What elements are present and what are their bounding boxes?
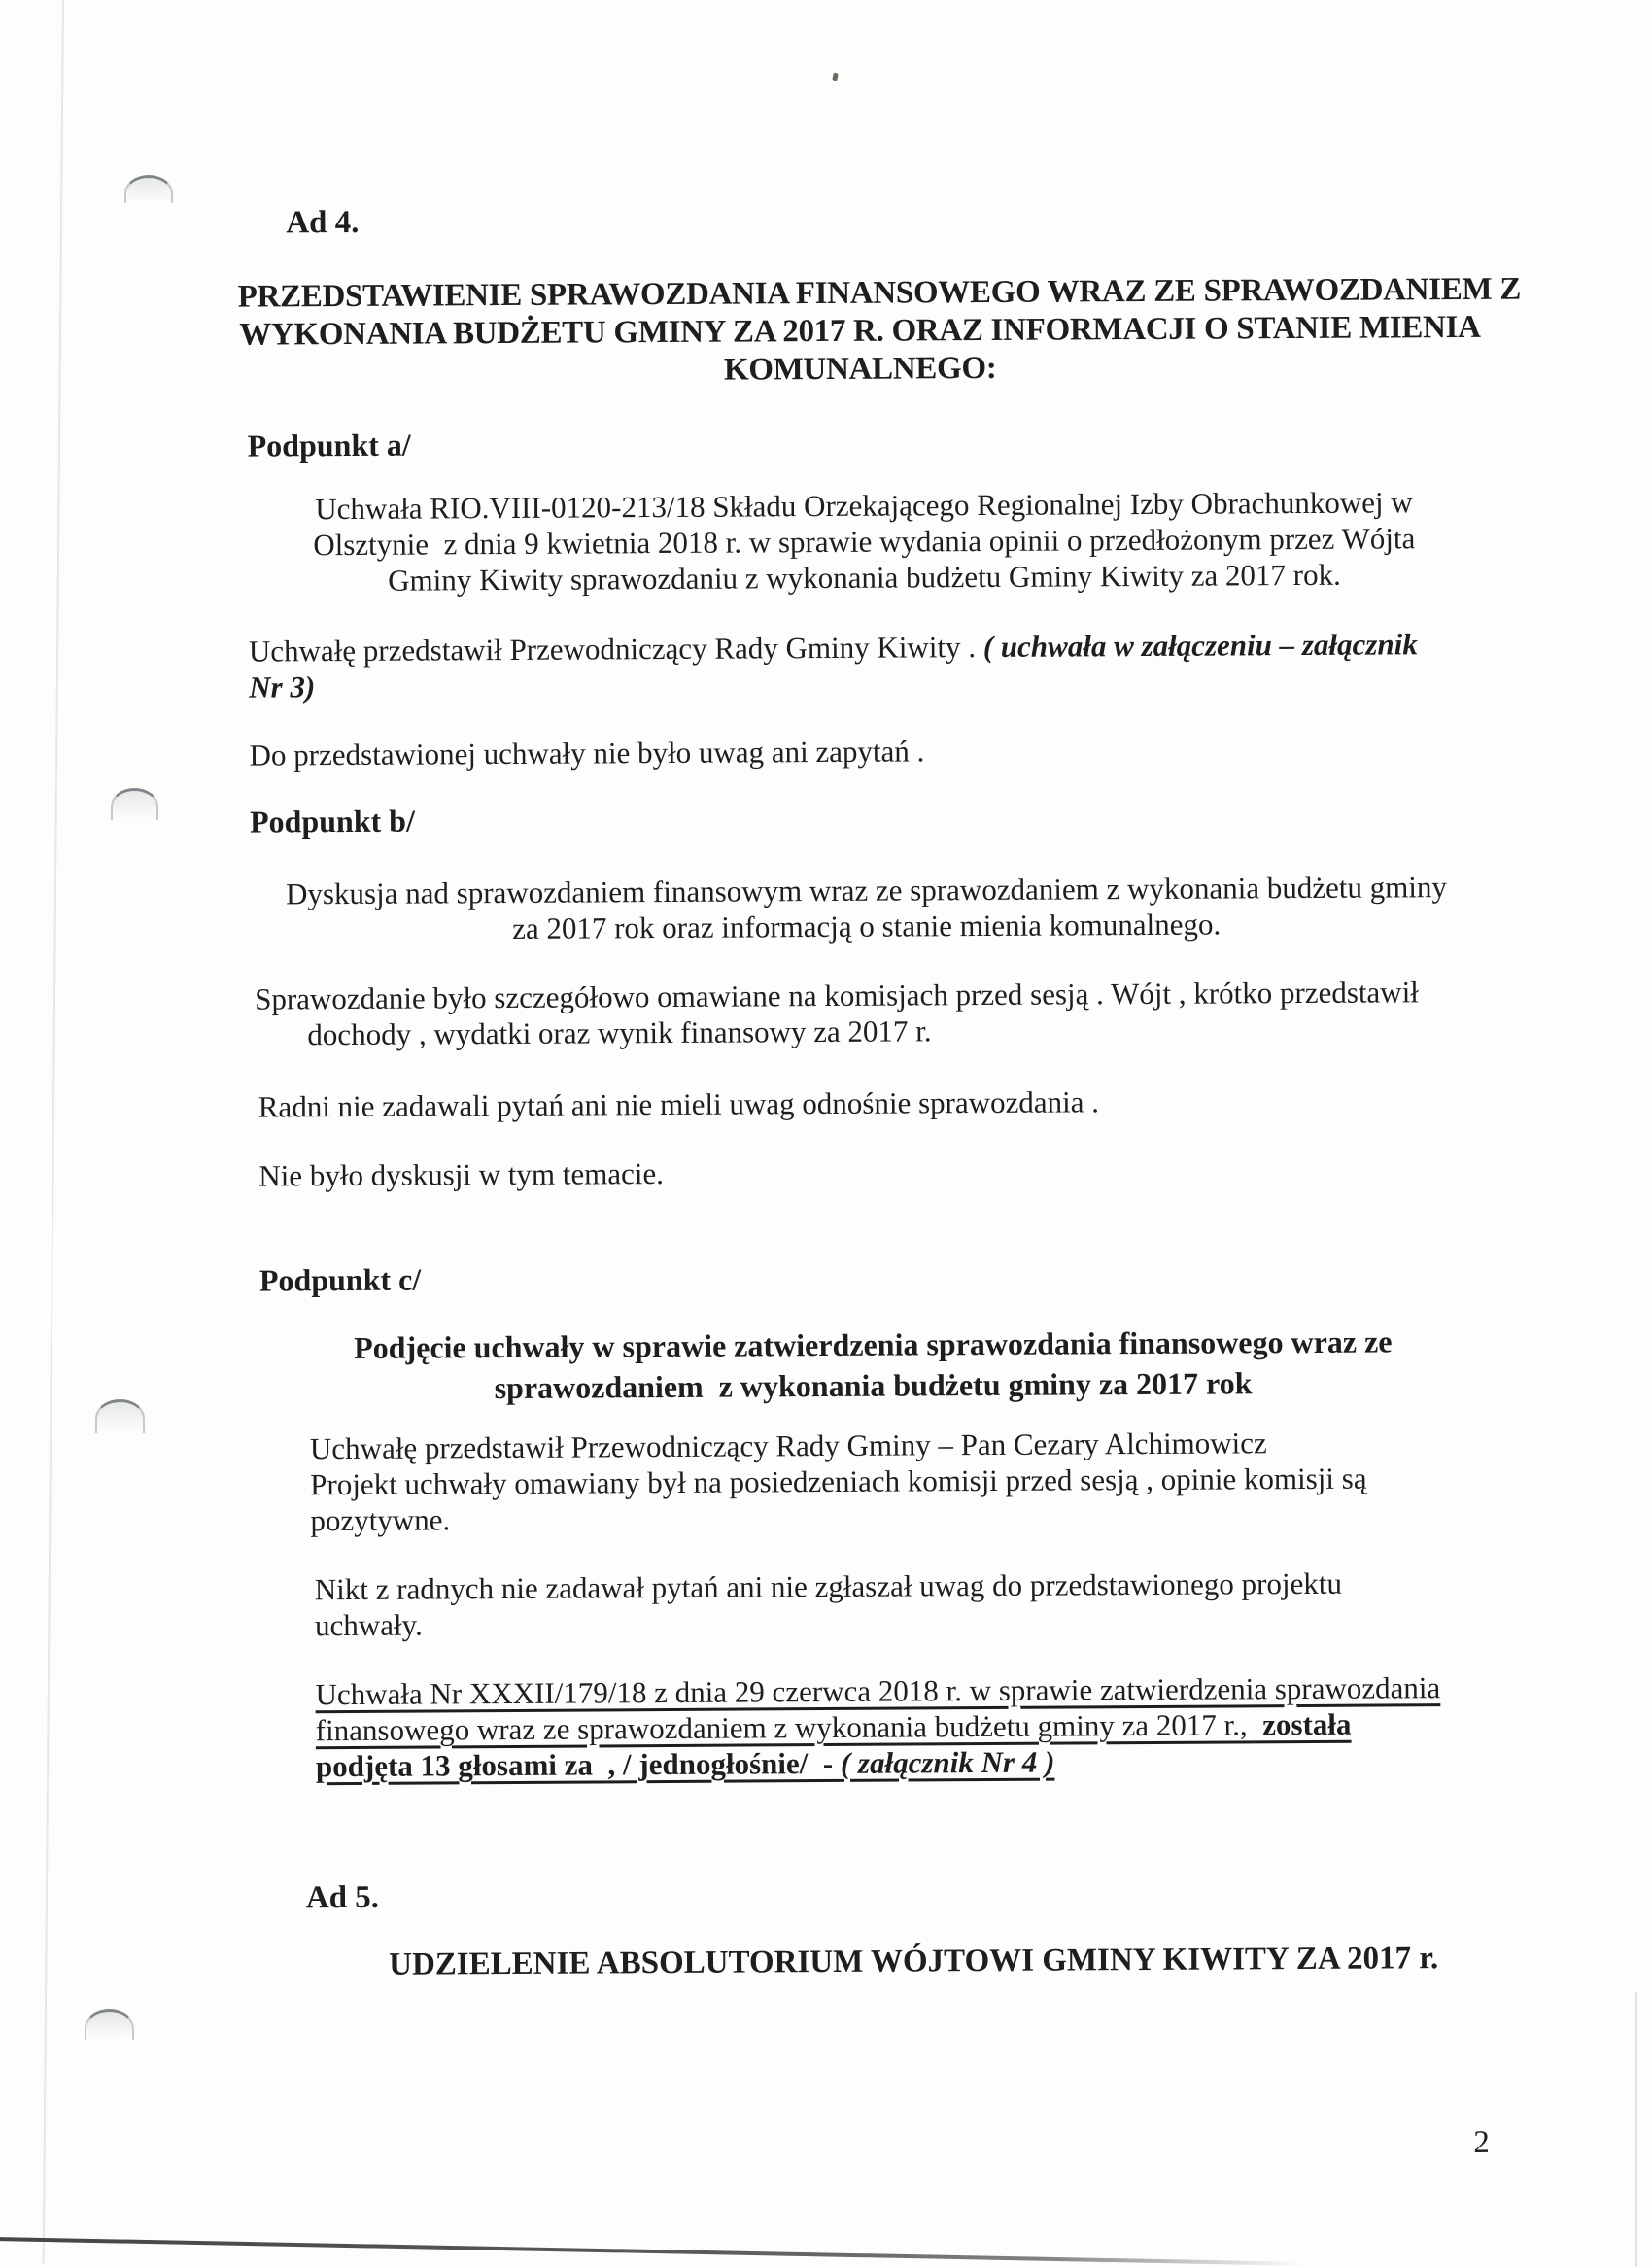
adoption-title-line: sprawozdaniem z wykonania budżetu gminy za 2017 rok	[494, 1365, 1253, 1406]
attachment-note-text: ( uchwała w załączeniu – załącznik	[982, 627, 1418, 665]
adoption-title-line: Podjęcie uchwały w sprawie zatwierdzenia sprawozdania finansowego wraz ze	[354, 1323, 1393, 1365]
rio-resolution-line: Uchwała RIO.VIII-0120-213/18 Składu Orzekającego Regionalnej Izby Obrachunkowej w	[315, 485, 1413, 527]
discussion-paragraph	[254, 869, 1478, 948]
resolution-presented-line	[249, 626, 1418, 669]
section-ad4-label: Ad 4.	[286, 204, 360, 241]
rio-resolution-line: Gminy Kiwity sprawozdaniu z wykonania budżetu Gminy Kiwity za 2017 rok.	[388, 557, 1341, 598]
adopted-resolution-line	[316, 1741, 1441, 1784]
main-title-line: PRZEDSTAWIENIE SPRAWOZDANIA FINANSOWEGO WRAZ ZE SPRAWOZDANIEM Z	[237, 271, 1522, 315]
no-remarks-paragraph	[249, 733, 924, 773]
resolution-presented-paragraph	[249, 626, 1418, 704]
resolution-regular-text: finansowego wraz ze sprawozdaniem z wykonania budżetu gminy za 2017 r.,	[315, 1707, 1256, 1748]
attachment-note-continuation: Nr 3)	[249, 670, 316, 704]
no-objections-line: Nikt z radnych nie zadawał pytań ani nie zgłaszał uwag do przedstawionego projektu	[314, 1565, 1343, 1607]
adoption-title	[260, 1321, 1485, 1410]
report-review-line: Sprawozdanie było szczegółowo omawiane na komisjach przed sesją . Wójt , krótko przedstawił	[255, 975, 1419, 1016]
no-objections-line: uchwały.	[314, 1607, 423, 1643]
main-title-line: WYKONANIA BUDŻETU GMINY ZA 2017 R. ORAZ INFORMACJI O STANIE MIENIA	[239, 309, 1481, 353]
no-discussion-paragraph	[258, 1155, 664, 1194]
rio-resolution-line: Olsztynie z dnia 9 kwietnia 2018 r. w sprawie wydania opinii o przedłożonym przez Wójta	[313, 521, 1416, 563]
report-review-paragraph	[255, 974, 1419, 1052]
section-ad5-label: Ad 5.	[305, 1879, 380, 1916]
adopted-resolution-paragraph	[315, 1669, 1440, 1784]
page-number: 2	[1473, 2124, 1490, 2160]
presented-regular-text: Uchwałę przedstawił Przewodniczący Rady Gminy Kiwity .	[248, 630, 983, 669]
subpoint-b-heading: Podpunkt b/	[249, 803, 416, 840]
no-questions-paragraph	[258, 1083, 1099, 1124]
ad5-title: UDZIELENIE ABSOLUTORIUM WÓJTOWI GMINY KIWITY ZA 2017 r.	[389, 1941, 1439, 1982]
subpoint-c-heading: Podpunkt c/	[258, 1261, 422, 1298]
adopted-resolution-line: Uchwała Nr XXXII/179/18 z dnia 29 czerwca 2018 r. w sprawie zatwierdzenia sprawozdania	[315, 1670, 1441, 1712]
resolution-vote-text: podjęta 13 głosami za , / jednogłośnie/ -	[315, 1745, 841, 1784]
adopted-resolution-line	[316, 1705, 1441, 1748]
no-discussion-line: Nie było dyskusji w tym temacie.	[258, 1156, 665, 1193]
chairman-presented-line: Uchwałę przedstawił Przewodniczący Rady Gminy – Pan Cezary Alchimowicz	[309, 1425, 1267, 1466]
resolution-bold-text: została	[1255, 1706, 1352, 1742]
discussion-line: za 2017 rok oraz informacją o stanie mienia komunalnego.	[512, 907, 1222, 945]
rio-resolution-paragraph	[252, 484, 1477, 600]
main-title	[237, 271, 1522, 393]
chairman-presented-line: Projekt uchwały omawiany był na posiedzeniach komisji przed sesją , opinie komisji są	[310, 1460, 1367, 1502]
no-objections-paragraph	[315, 1565, 1342, 1643]
subpoint-a-heading: Podpunkt a/	[247, 427, 411, 464]
discussion-line: Dyskusja nad sprawozdaniem finansowym wraz ze sprawozdaniem z wykonania budżetu gminy	[285, 870, 1448, 911]
no-questions-line: Radni nie zadawali pytań ani nie mieli uwag odnośnie sprawozdania .	[258, 1084, 1100, 1124]
report-review-line: dochody , wydatki oraz wynik finansowy za 2017 r.	[307, 1013, 932, 1052]
no-remarks-line: Do przedstawionej uchwały nie było uwag ani zapytań .	[249, 734, 925, 773]
chairman-presented-paragraph	[310, 1425, 1367, 1539]
chairman-presented-line: pozytywne.	[310, 1502, 451, 1538]
main-title-line: KOMUNALNEGO:	[723, 350, 997, 388]
resolution-attachment-text: ( załącznik Nr 4 )	[840, 1744, 1055, 1780]
